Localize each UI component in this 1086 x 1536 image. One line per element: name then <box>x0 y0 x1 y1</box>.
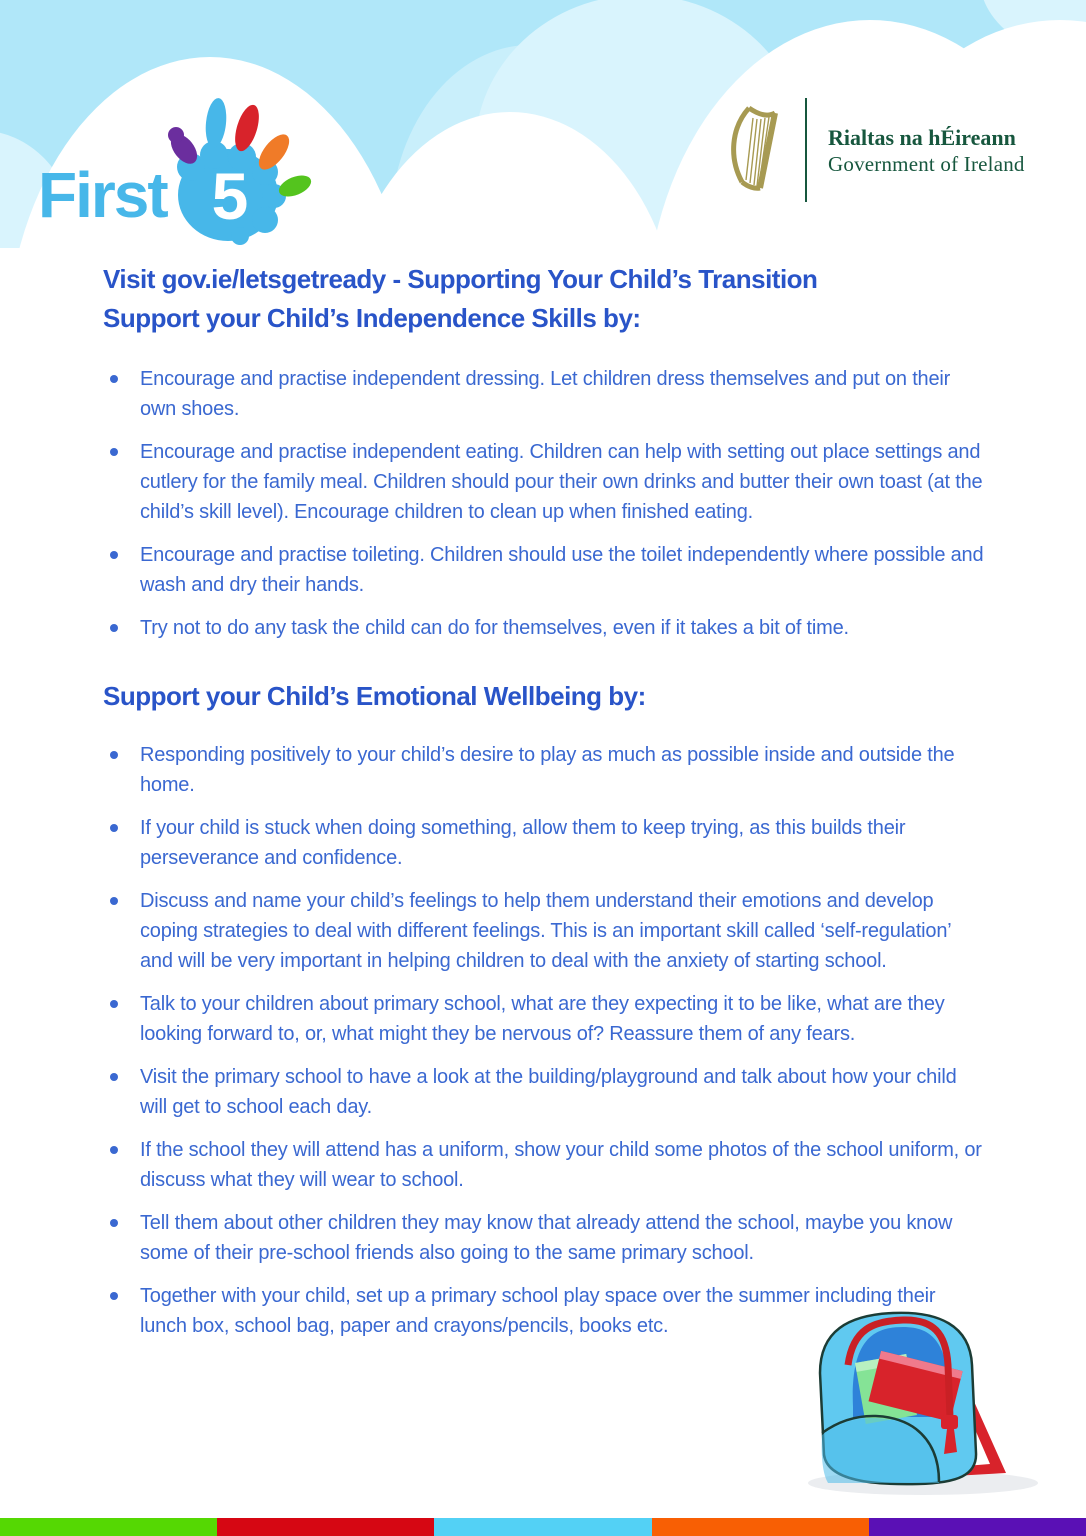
stripe-blue <box>434 1518 651 1536</box>
bullet-dot <box>110 897 118 905</box>
header <box>0 0 1086 248</box>
bullet-dot <box>110 1219 118 1227</box>
stripe-red <box>217 1518 434 1536</box>
list-item <box>103 740 990 800</box>
list-item <box>103 540 990 600</box>
stripe-orange <box>652 1518 869 1536</box>
list-item <box>103 1135 990 1195</box>
bullet-text: Discuss and name your child’s feelings to help them understand their emotions and develop coping strategies to deal with different feelings. This is an important skill called ‘self-regulation’ and will be very important in helping children to deal with the anxiety of starting school. <box>140 890 951 972</box>
footer-stripe <box>0 1518 1086 1536</box>
government-name-english: Government of Ireland <box>828 151 1025 176</box>
bullet-text: If your child is stuck when doing something, allow them to keep trying, as this builds their perseverance and confidence. <box>140 817 906 869</box>
bullet-dot <box>110 1000 118 1008</box>
list-item <box>103 437 990 527</box>
bullet-text: Encourage and practise independent eating. Children can help with setting out place settings and cutlery for the family meal. Children should pour their own drinks and butter their own toast (at the child’s skill level). Encourage children to clean up when finished eating. <box>140 441 983 523</box>
bullet-text: Tell them about other children they may know that already attend the school, maybe you know some of their pre-school friends also going to the same primary school. <box>140 1212 953 1264</box>
list-item <box>103 1208 990 1268</box>
first5-logo <box>36 95 316 250</box>
bullet-text: Together with your child, set up a primary school play space over the summer including their lunch box, school bag, paper and crayons/pencils, books etc. <box>140 1285 936 1337</box>
list-item <box>103 613 990 643</box>
government-of-ireland-logo <box>727 98 1025 202</box>
bullet-dot <box>110 1292 118 1300</box>
bullet-dot <box>110 448 118 456</box>
first5-word: First <box>38 159 167 231</box>
stripe-purple <box>869 1518 1086 1536</box>
bullet-dot <box>110 824 118 832</box>
bullet-text: Try not to do any task the child can do for themselves, even if it takes a bit of time. <box>140 617 849 639</box>
bullet-dot <box>110 624 118 632</box>
first5-hand-icon <box>36 95 316 245</box>
list-item <box>103 1062 990 1122</box>
bullet-text: Responding positively to your child’s desire to play as much as possible inside and outside the home. <box>140 744 955 796</box>
bullet-dot <box>110 551 118 559</box>
wellbeing-bullet-list <box>103 740 990 1341</box>
government-logo-text <box>828 124 1025 177</box>
list-item <box>103 813 990 873</box>
bullet-dot <box>110 1146 118 1154</box>
title-line-2-independence-heading: Support your Child’s Independence Skills by: <box>103 303 641 333</box>
harp-icon <box>727 104 783 196</box>
first5-numeral: 5 <box>211 159 249 233</box>
list-item <box>103 886 990 976</box>
page-title <box>103 260 990 338</box>
bullet-text: Visit the primary school to have a look at the building/playground and talk about how your child will get to school each day. <box>140 1066 957 1118</box>
logo-divider <box>805 98 807 202</box>
list-item <box>103 1281 990 1341</box>
stripe-green <box>0 1518 217 1536</box>
independence-bullet-list <box>103 364 990 643</box>
title-line-1: Visit gov.ie/letsgetready - Supporting Your Child’s Transition <box>103 264 818 294</box>
bullet-dot <box>110 751 118 759</box>
document-body <box>0 260 1086 1341</box>
bullet-text: Encourage and practise independent dressing. Let children dress themselves and put on their own shoes. <box>140 368 951 420</box>
bullet-text: If the school they will attend has a uniform, show your child some photos of the school uniform, or discuss what they will wear to school. <box>140 1139 982 1191</box>
list-item <box>103 989 990 1049</box>
finger-index <box>203 97 228 149</box>
wellbeing-heading: Support your Child’s Emotional Wellbeing by: <box>103 681 646 711</box>
bullet-dot <box>110 375 118 383</box>
government-name-irish: Rialtas na hÉireann <box>828 124 1016 150</box>
bullet-text: Talk to your children about primary school, what are they expecting it to be like, what are they looking forward to, or, what might they be nervous of? Reassure them of any fears. <box>140 993 945 1045</box>
list-item <box>103 364 990 424</box>
bullet-dot <box>110 1073 118 1081</box>
bullet-text: Encourage and practise toileting. Children should use the toilet independently where possible and wash and dry their hands. <box>140 544 984 596</box>
